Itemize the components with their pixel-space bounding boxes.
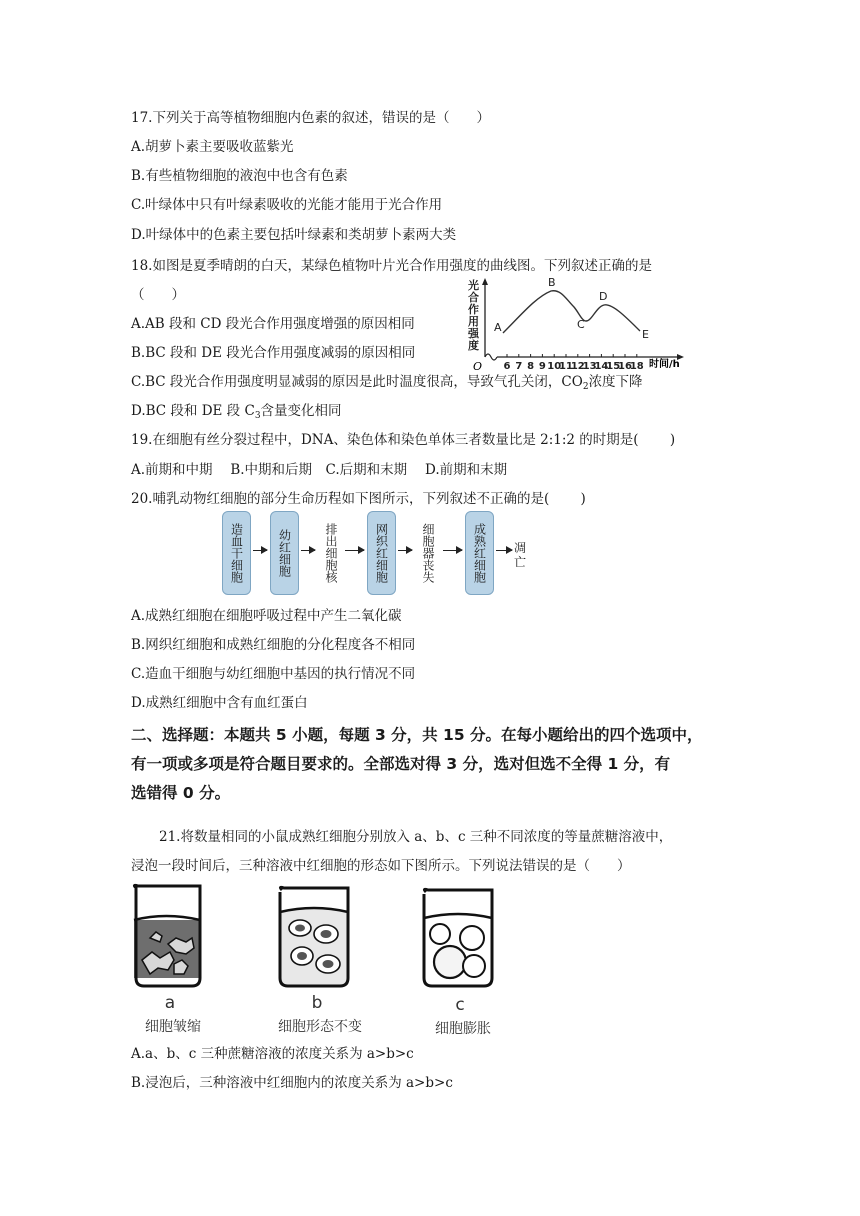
beaker-b-caption: 细胞形态不变 bbox=[278, 1019, 362, 1035]
q21-option-a: A.a、b、c 三种蔗糖溶液的浓度关系为 a>b>c bbox=[131, 1046, 414, 1062]
x-tick-label: 7 bbox=[515, 361, 523, 372]
q21-stem-line2: 浸泡一段时间后，三种溶液中红细胞的形态如下图所示。下列说法错误的是（ ） bbox=[131, 858, 631, 874]
x-tick-label: 10 bbox=[547, 361, 562, 372]
q20-option-c: C.造血干细胞与幼红细胞中基因的执行情况不同 bbox=[131, 666, 416, 682]
flow-step-reticulocyte: 网织红细胞 bbox=[367, 511, 396, 595]
photosynthesis-curve-graph bbox=[466, 277, 686, 373]
q21-stem-line1: 21.将数量相同的小鼠成熟红细胞分别放入 a、b、c 三种不同浓度的等量蔗糖溶液中， bbox=[159, 829, 673, 845]
flow-step-mature-rbc: 成熟红细胞 bbox=[465, 511, 494, 595]
beaker-a-letter: a bbox=[164, 993, 176, 1013]
q17-option-a: A.胡萝卜素主要吸收蓝紫光 bbox=[131, 139, 294, 155]
x-tick-label: 16 bbox=[618, 361, 632, 372]
x-tick-label: 9 bbox=[538, 361, 546, 372]
origin-label: O bbox=[473, 360, 483, 373]
flow-step-apoptosis: 凋亡 bbox=[514, 541, 527, 569]
beaker-b-letter: b bbox=[311, 993, 323, 1013]
x-tick-label: 15 bbox=[606, 361, 621, 372]
flow-arrow bbox=[253, 550, 267, 551]
flow-step-organelles-lost: 细胞器丧失 bbox=[421, 523, 435, 583]
x-tick-label: 13 bbox=[582, 361, 597, 372]
q17-stem: 17.下列关于高等植物细胞内色素的叙述，错误的是（ ） bbox=[131, 110, 490, 126]
beaker-a bbox=[128, 882, 210, 994]
axis-break bbox=[485, 354, 497, 360]
section2-heading-line1: 二、选择题：本题共 5 小题，每题 3 分，共 15 分。在每小题给出的四个选项中， bbox=[131, 726, 703, 744]
beaker-c-caption: 细胞膨胀 bbox=[435, 1021, 491, 1037]
beaker-b bbox=[274, 884, 356, 994]
section2-heading-line3: 选错得 0 分。 bbox=[131, 784, 231, 802]
svg-text:光合作用强度: 光合作用强度 bbox=[468, 279, 479, 352]
q17-option-b: B.有些植物细胞的液泡中也含有色素 bbox=[131, 168, 348, 184]
q20-option-b: B.网织红细胞和成熟红细胞的分化程度各不相同 bbox=[131, 637, 416, 653]
curve-point-label: B bbox=[548, 277, 556, 289]
photosynthesis-curve bbox=[503, 291, 640, 333]
q19-stem: 19.在细胞有丝分裂过程中，DNA、染色体和染色单体三者数量比是 2:1:2 的时期是( ) bbox=[131, 432, 676, 448]
q20-option-d: D.成熟红细胞中含有血红蛋白 bbox=[131, 695, 308, 711]
q18-stem: 18.如图是夏季晴朗的白天，某绿色植物叶片光合作用强度的曲线图。下列叙述正确的是 bbox=[131, 258, 652, 274]
q17-option-d: D.叶绿体中的色素主要包括叶绿素和类胡萝卜素两大类 bbox=[131, 227, 457, 243]
q21-option-b: B.浸泡后，三种溶液中红细胞内的浓度关系为 a>b>c bbox=[131, 1075, 453, 1091]
x-tick-label: 8 bbox=[527, 361, 535, 372]
beaker-c-letter: c bbox=[455, 995, 465, 1015]
x-tick-label: 18 bbox=[629, 361, 644, 372]
x-tick-label: 14 bbox=[594, 361, 609, 372]
x-tick-label: 12 bbox=[570, 361, 585, 372]
beaker-a-caption: 细胞皱缩 bbox=[145, 1019, 201, 1035]
q20-stem: 20.哺乳动物红细胞的部分生命历程如下图所示，下列叙述不正确的是( ) bbox=[131, 491, 586, 507]
q20-option-a: A.成熟红细胞在细胞呼吸过程中产生二氧化碳 bbox=[131, 608, 402, 624]
section2-heading-line2: 有一项或多项是符合题目要求的。全部选对得 3 分，选对但选不全得 1 分，有 bbox=[131, 755, 671, 773]
y-axis-label bbox=[467, 278, 480, 352]
flow-step-erythroblast: 幼红细胞 bbox=[270, 511, 299, 595]
flow-arrow bbox=[398, 550, 412, 551]
x-tick-label: 11 bbox=[559, 361, 573, 372]
q18-option-b: B.BC 段和 DE 段光合作用强度减弱的原因相同 bbox=[131, 345, 416, 361]
curve-point-label: A bbox=[494, 321, 502, 334]
curve-point-label: C bbox=[577, 318, 585, 331]
flow-arrow bbox=[345, 550, 364, 551]
q19-options: A.前期和中期 B.中期和后期 C.后期和末期 D.前期和末期 bbox=[131, 462, 508, 478]
q18-option-c: C.BC 段光合作用强度明显减弱的原因是此时温度很高，导致气孔关闭，$CO_2$浓度下降 bbox=[131, 374, 643, 392]
q18-paren: （ ） bbox=[131, 287, 185, 303]
flow-arrow bbox=[301, 550, 315, 551]
x-tick-label: 6 bbox=[503, 361, 511, 372]
flow-step-hematopoietic-stem-cell: 造血干细胞 bbox=[222, 511, 251, 595]
q17-option-c: C.叶绿体中只有叶绿素吸收的光能才能用于光合作用 bbox=[131, 197, 443, 213]
curve-point-label: E bbox=[642, 328, 649, 341]
q18-option-a: A.AB 段和 CD 段光合作用强度增强的原因相同 bbox=[131, 316, 415, 332]
flow-arrow bbox=[443, 550, 462, 551]
beaker-c bbox=[418, 886, 500, 994]
q18-option-d: D.BC 段和 DE 段 $C_3$含量变化相同 bbox=[131, 403, 342, 421]
x-axis-label: 时间/h bbox=[649, 359, 680, 370]
flow-arrow bbox=[496, 550, 512, 551]
curve-point-label: D bbox=[599, 290, 608, 303]
flow-step-nucleus-expelled: 排出细胞核 bbox=[324, 523, 338, 583]
